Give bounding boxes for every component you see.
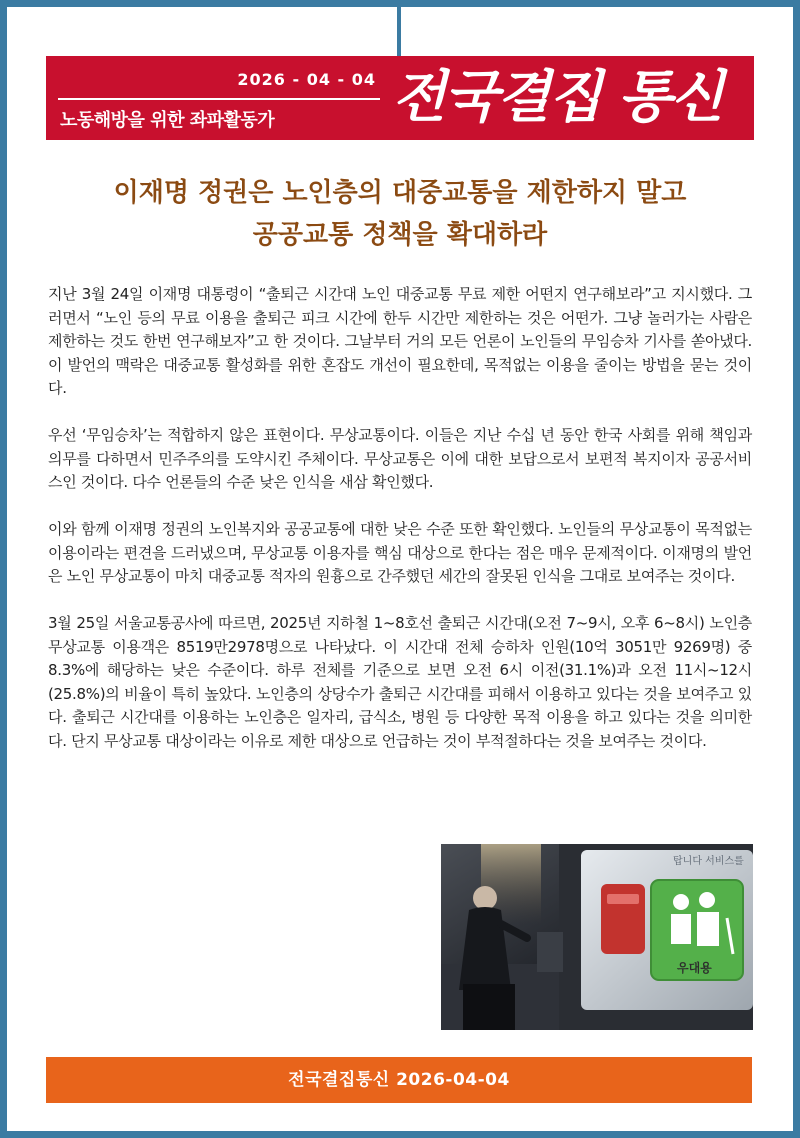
sign-text: 탑니다 서비스를 — [673, 856, 744, 867]
masthead-rule — [58, 98, 380, 100]
article-body — [48, 283, 752, 777]
subway-gate-photo — [441, 844, 753, 1030]
paragraph: 지난 3월 24일 이재명 대통령이 “출퇴근 시간대 노인 대중교통 무료 제한 어떤지 연구해보라”고 지시했다. 그러면서 “노인 등의 무료 이용을 출퇴근 피크 시간에 한두 시간만 제한하는 것은 어떤가. 그냥 놀러가는 사람은 제한하는 것도 한번 연구해보자”고 한 것이다. 그날부터 거의 모든 언론이 노인들의 무임승차 기사를 쏟아냈다. 이 발언의 맥락은 대중교통 활성화를 위한 혼잡도 개선이 필요한데, 목적없는 이용을 줄이는 방법을 묻는 것이다. — [48, 285, 752, 397]
footer-bar — [46, 1057, 752, 1103]
newsletter-title: 전국결집 통신 — [392, 65, 723, 130]
paragraph: 우선 ‘무임승차’는 적합하지 않은 표현이다. 무상교통이다. 이들은 지난 수십 년 동안 한국 사회를 위해 책임과 의무를 다하면서 민주주의를 도약시킨 주체이다. 무상교통은 이에 대한 보답으로서 보편적 복지이자 공공서비스인 것이다. 다수 언론들의 수준 낮은 인식을 새삼 확인했다. — [48, 426, 752, 491]
headline-line-1: 이재명 정권은 노인층의 대중교통을 제한하지 말고 — [113, 178, 687, 208]
article-headline — [60, 172, 740, 256]
masthead-banner — [46, 56, 754, 140]
screen-label: 우대용 — [677, 961, 712, 975]
publisher-subtitle: 노동해방을 위한 좌파활동가 — [60, 110, 275, 131]
headline-line-2: 공공교통 정책을 확대하라 — [252, 220, 548, 250]
top-connector-line — [397, 0, 401, 58]
footer-text: 전국결집통신 2026-04-04 — [288, 1070, 510, 1090]
issue-date: 2026 - 04 - 04 — [237, 70, 376, 89]
paragraph: 3월 25일 서울교통공사에 따르면, 2025년 지하철 1~8호선 출퇴근 시간대(오전 7~9시, 오후 6~8시) 노인층 무상교통 이용객은 8519만2978명으로 나타났다. 이 시간대 전체 승하차 인원(10억 3051만 9269명) 중 8.3%에 해당하는 낮은 수준이다. 하루 전체를 기준으로 보면 오전 6시 이전(31.1%)과 오전 11시~12시(25.8%)의 비율이 특히 높았다. 노인층의 상당수가 출퇴근 시간대를 피해서 이용하고 있다는 것을 보여주고 있다. 출퇴근 시간대를 이용하는 노인층은 일자리, 급식소, 병원 등 다양한 목적 이용을 하고 있다는 것을 의미한다. 단지 무상교통 대상이라는 이유로 제한 대상으로 언급하는 것이 부적절하다는 것을 보여주는 것이다. — [48, 614, 752, 750]
paragraph: 이와 함께 이재명 정권의 노인복지와 공공교통에 대한 낮은 수준 또한 확인했다. 노인들의 무상교통이 목적없는 이용이라는 편견을 드러냈으며, 무상교통 이용자를 핵심 대상으로 한다는 점은 매우 문제적이다. 이재명의 발언은 노인 무상교통이 마치 대중교통 적자의 원흉으로 간주했던 세간의 잘못된 인식을 그대로 보여주는 것이다. — [48, 520, 752, 585]
